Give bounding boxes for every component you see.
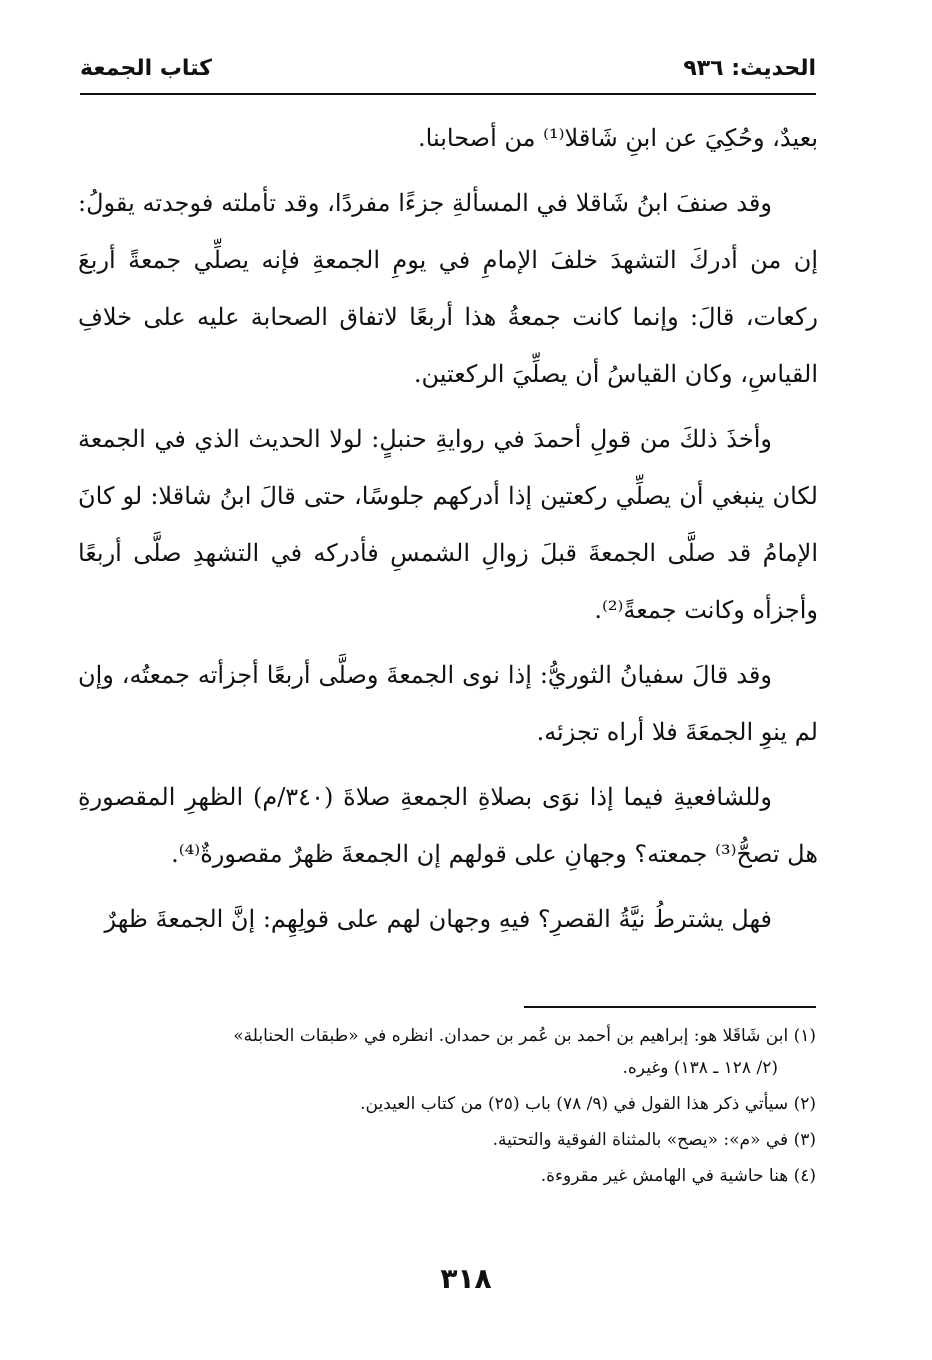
- hadith-number: الحديث: ٩٣٦: [683, 56, 816, 81]
- running-head: [80, 56, 816, 92]
- footnote-1: [80, 1020, 816, 1084]
- paragraph-1: بعيدٌ، وحُكِيَ عن ابنِ شَاقلا⁽¹⁾ من أصحابنا.: [418, 124, 818, 152]
- footnote-1-line-1: (١) ابن شَاقَلا هو: إبراهيم بن أحمد بن عُمر بن حمدان. انظره في «طبقات الحنابلة»: [233, 1026, 816, 1046]
- main-text: [78, 110, 818, 956]
- footnote-2: (٢) سيأتي ذكر هذا القول في (٩/ ٧٨) باب (٢٥) من كتاب العيدين.: [360, 1094, 816, 1114]
- page-number: ٣١٨: [440, 1262, 492, 1295]
- book-title: كتاب الجمعة: [80, 56, 212, 81]
- footnote-rule: [524, 1006, 816, 1008]
- paragraph-5: وللشافعيةِ فيما إذا نوَى بصلاةِ الجمعةِ صلاةَ (٣٤٠/م) الظهرِ المقصورةِ هل تصحُّ⁽³⁾ جمعته؟ وجهانِ على قولهم إن الجمعةَ ظهرٌ مقصورةٌ⁽⁴⁾.: [78, 783, 818, 868]
- paragraph-3: وأخذَ ذلكَ من قولِ أحمدَ في روايةِ حنبلٍ: لولا الحديث الذي في الجمعة لكان ينبغي أن يصلِّي ركعتين إذا أدركهم جلوسًا، حتى قالَ ابنُ شاقلا: لو كانَ الإمامُ قد صلَّى الجمعةَ قبلَ زوالِ الشمسِ فأدركه في التشهدِ صلَّى أربعًا وأجزأه وكانت جمعةً⁽²⁾.: [78, 425, 819, 624]
- footnotes: [80, 1020, 816, 1196]
- footnote-1-line-2: (٢/ ١٢٨ ـ ١٣٨) وغيره.: [622, 1058, 778, 1078]
- paragraph-6: فهل يشترطُ نيَّةُ القصرِ؟ فيهِ وجهان لهم على قولِهِم: إنَّ الجمعةَ ظهرٌ: [104, 905, 772, 933]
- footnote-4: (٤) هنا حاشية في الهامش غير مقروءة.: [540, 1166, 816, 1186]
- paragraph-2: وقد صنفَ ابنُ شَاقلا في المسألةِ جزءًا مفردًا، وقد تأملته فوجدته يقولُ: إن من أدركَ التشهدَ خلفَ الإمامِ في يومِ الجمعةِ فإنه يصلِّي جمعةً أربعَ ركعات، قالَ: وإنما كانت جمعةُ هذا أربعًا لاتفاق الصحابة عليه على خلافِ القياسِ، وكان القياسُ أن يصلِّيَ الركعتين.: [78, 189, 818, 388]
- paragraph-4: وقد قالَ سفيانُ الثوريُّ: إذا نوى الجمعةَ وصلَّى أربعًا أجزأته جمعتُه، وإن لم ينوِ الجمعَةَ فلا أراه تجزئه.: [78, 661, 818, 746]
- header-rule: [80, 93, 816, 95]
- footnote-3: (٣) في «م»: «يصح» بالمثناة الفوقية والتحتية.: [492, 1130, 816, 1150]
